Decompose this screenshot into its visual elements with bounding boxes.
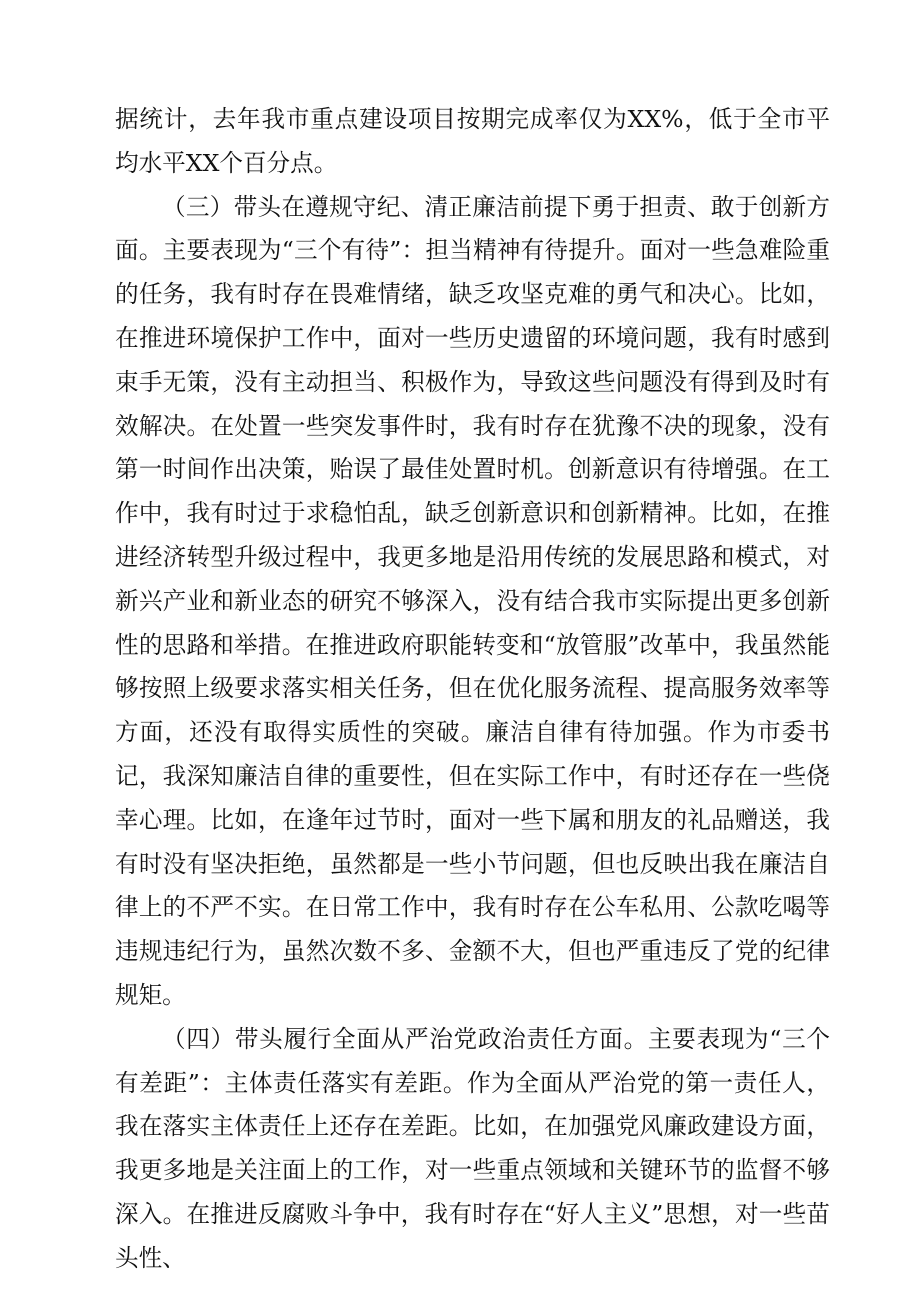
paragraph-section-four: （四）带头履行全面从严治党政治责任方面。主要表现为“三个有差距”：主体责任落实有差距。作为全面从严治党的第一责任人，我在落实主体责任上还存在差距。比如，在加强党风廉政建设方面，我更多地是关注面上的工作，对一些重点领域和关键环节的监督不够深入。在推进反腐败斗争中，我有时存在“好人主义”思想，对一些苗头性、 [115, 1024, 830, 1272]
paragraph-section-three: （三）带头在遵规守纪、清正廉洁前提下勇于担责、敢于创新方面。主要表现为“三个有待”：担当精神有待提升。面对一些急难险重的任务，我有时存在畏难情绪，缺乏攻坚克难的勇气和决心。比如，在推进环境保护工作中，面对一些历史遗留的环境问题，我有时感到束手无策，没有主动担当、积极作为，导致这些问题没有得到及时有效解决。在处置一些突发事件时，我有时存在犹豫不决的现象，没有第一时间作出决策，贻误了最佳处置时机。创新意识有待增强。在工作中，我有时过于求稳怕乱，缺乏创新意识和创新精神。比如，在推进经济转型升级过程中，我更多地是沿用传统的发展思路和模式，对新兴产业和新业态的研究不够深入，没有结合我市实际提出更多创新性的思路和举措。在推进政府职能转变和“放管服”改革中，我虽然能够按照上级要求落实相关任务，但在优化服务流程、提高服务效率等方面，还没有取得实质性的突破。廉洁自律有待加强。作为市委书记，我深知廉洁自律的重要性，但在实际工作中，有时还存在一些侥幸心理。比如，在逢年过节时，面对一些下属和朋友的礼品赠送，我有时没有坚决拒绝，虽然都是一些小节问题，但也反映出我在廉洁自律上的不严不实。在日常工作中，我有时存在公车私用、公款吃喝等违规违纪行为，虽然次数不多、金额不大，但也严重违反了党的纪律规矩。 [115, 192, 830, 1009]
paragraph-statistics-continued: 据统计，去年我市重点建设项目按期完成率仅为XX%，低于全市平均水平XX个百分点。 [115, 105, 830, 177]
document-body [115, 98, 830, 1281]
